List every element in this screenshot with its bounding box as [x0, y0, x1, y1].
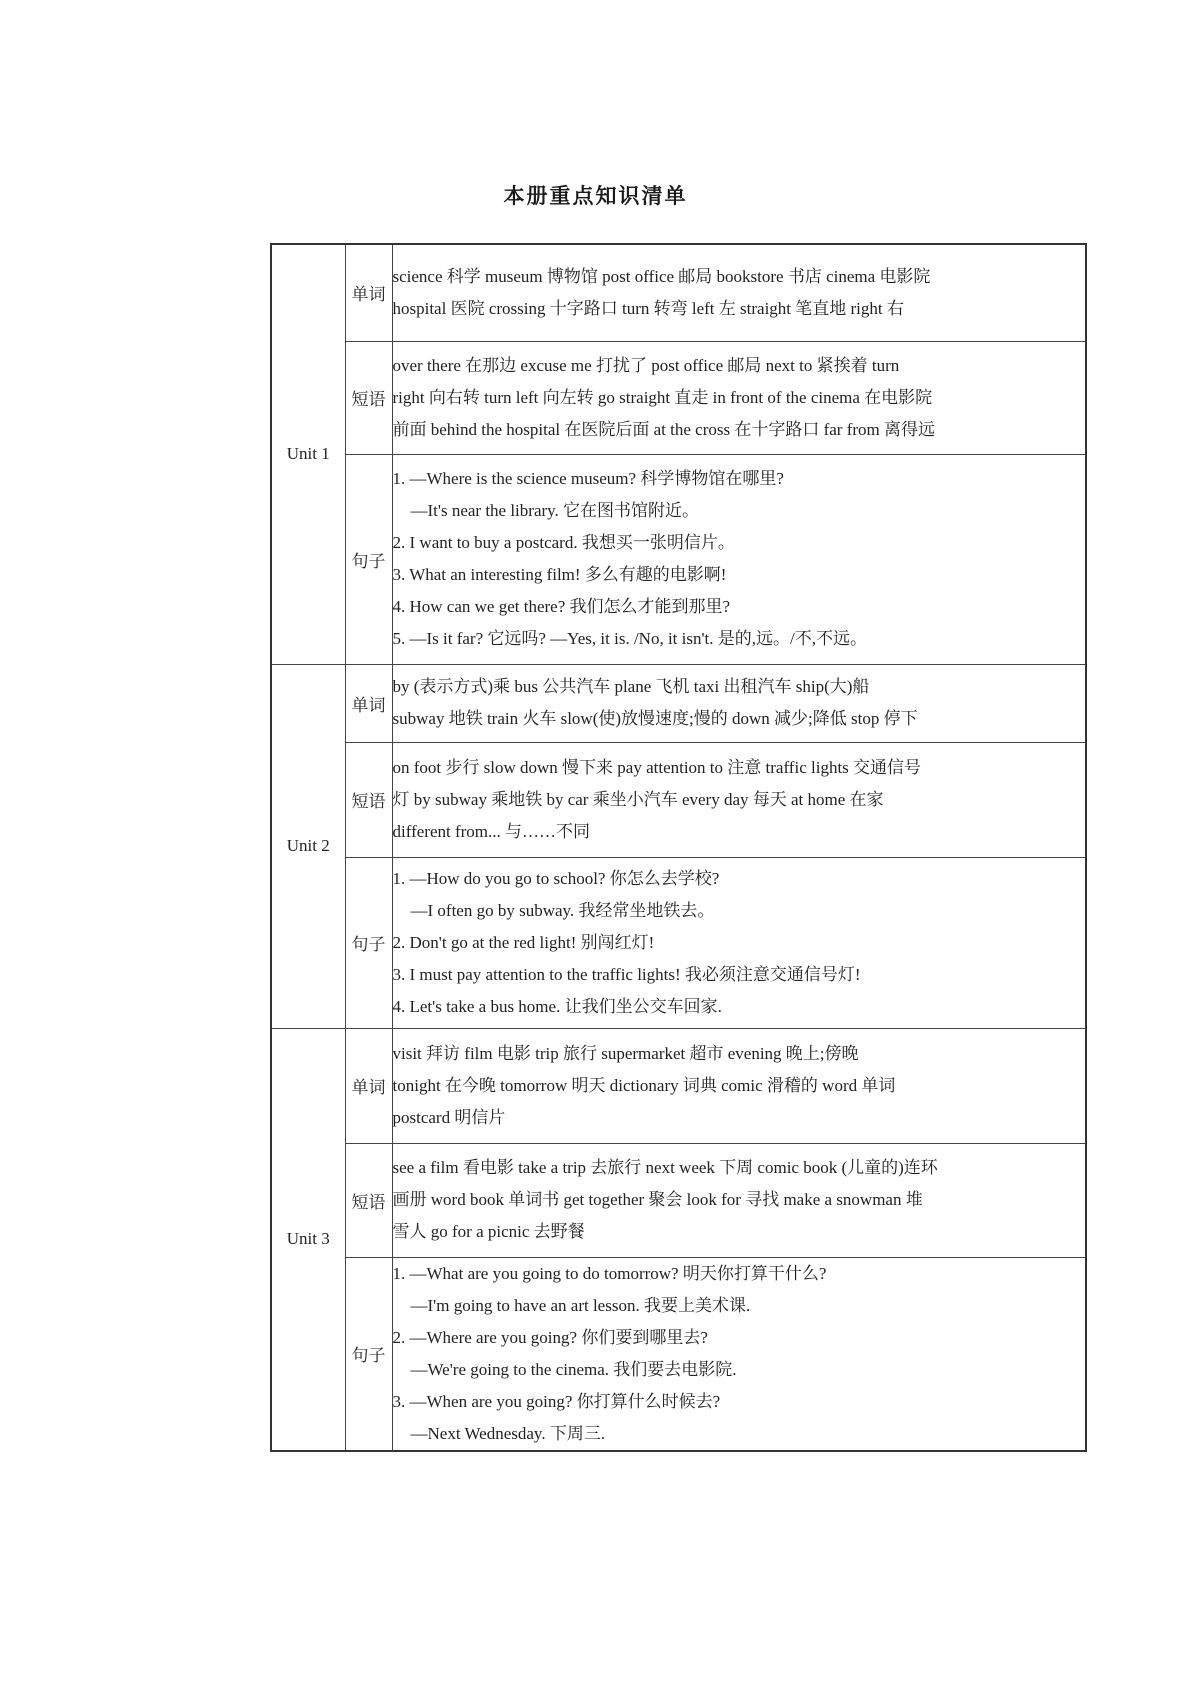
- sentence-line: 1. —What are you going to do tomorrow? 明天你打算干什么?: [392, 1263, 827, 1283]
- category-words: 单词: [345, 664, 392, 742]
- sentence-line: 2. I want to buy a postcard. 我想买一张明信片。: [392, 533, 735, 552]
- text-line: different from... 与……不同: [392, 821, 591, 841]
- category-words: 单词: [345, 1028, 392, 1143]
- category-sentences: 句子: [345, 454, 392, 664]
- sentence-line: 4. Let's take a bus home. 让我们坐公交车回家.: [392, 996, 722, 1016]
- text-line: 灯 by subway 乘地铁 by car 乘坐小汽车 every day 每天 at home 在家: [392, 789, 884, 809]
- unit1-words-row: [271, 244, 1086, 341]
- text-line: subway 地铁 train 火车 slow(使)放慢速度;慢的 down 减少;降低 stop 停下: [392, 709, 918, 728]
- sentence-line: —I often go by subway. 我经常坐地铁去。: [410, 900, 715, 920]
- sentence-line: 1. —Where is the science museum? 科学博物馆在哪里?: [392, 469, 784, 488]
- category-words: 单词: [345, 244, 392, 341]
- unit3-phrases-row: [271, 1143, 1086, 1257]
- unit3-sentences-row: [271, 1257, 1086, 1451]
- category-phrases: 短语: [345, 341, 392, 454]
- unit1-sentences: [392, 454, 1086, 664]
- sentence-line: 3. —When are you going? 你打算什么时候去?: [392, 1391, 721, 1411]
- unit2-words: [392, 664, 1086, 742]
- unit2-sentences: [392, 857, 1086, 1028]
- unit2-sentences-row: [271, 857, 1086, 1028]
- unit1-phrases: [392, 341, 1086, 454]
- category-phrases: 短语: [345, 1143, 392, 1257]
- text-line: visit 拜访 film 电影 trip 旅行 supermarket 超市 evening 晚上;傍晚: [392, 1043, 859, 1063]
- sentence-line: —Next Wednesday. 下周三.: [410, 1423, 606, 1443]
- text-line: by (表示方式)乘 bus 公共汽车 plane 飞机 taxi 出租汽车 ship(大)船: [392, 677, 870, 696]
- unit3-words: [392, 1028, 1086, 1143]
- text-line: 画册 word book 单词书 get together 聚会 look for 寻找 make a snowman 堆: [392, 1190, 923, 1209]
- text-line: 前面 behind the hospital 在医院后面 at the cross 在十字路口 far from 离得远: [392, 419, 936, 439]
- text-line: 雪人 go for a picnic 去野餐: [392, 1222, 585, 1241]
- text-line: hospital 医院 crossing 十字路口 turn 转弯 left 左 straight 笔直地 right 右: [392, 298, 904, 318]
- sentence-line: —I'm going to have an art lesson. 我要上美术课.: [410, 1295, 751, 1315]
- text-line: on foot 步行 slow down 慢下来 pay attention to 注意 traffic lights 交通信号: [392, 757, 922, 777]
- category-sentences: 句子: [345, 1257, 392, 1451]
- category-sentences: 句子: [345, 857, 392, 1028]
- sentence-line: 3. I must pay attention to the traffic lights! 我必须注意交通信号灯!: [392, 964, 861, 984]
- unit2-phrases: [392, 742, 1086, 857]
- unit1-phrases-row: [271, 341, 1086, 454]
- sentence-line: 2. —Where are you going? 你们要到哪里去?: [392, 1327, 708, 1347]
- knowledge-table: [270, 243, 1087, 1452]
- page-title: 本册重点知识清单: [503, 184, 688, 208]
- sentence-line: 3. What an interesting film! 多么有趣的电影啊!: [392, 565, 727, 584]
- unit2-phrases-row: [271, 742, 1086, 857]
- text-line: right 向右转 turn left 向左转 go straight 直走 in front of the cinema 在电影院: [392, 387, 933, 407]
- text-line: tonight 在今晚 tomorrow 明天 dictionary 词典 comic 滑稽的 word 单词: [392, 1075, 896, 1095]
- unit1-sentences-row: [271, 454, 1086, 664]
- sentence-line: —We're going to the cinema. 我们要去电影院.: [410, 1359, 737, 1379]
- unit3-sentences: [392, 1257, 1086, 1451]
- unit-label: Unit 2: [271, 664, 345, 1028]
- text-line: see a film 看电影 take a trip 去旅行 next week 下周 comic book (儿童的)连环: [392, 1158, 938, 1177]
- sentence-line: 2. Don't go at the red light! 别闯红灯!: [392, 932, 655, 952]
- sentence-line: —It's near the library. 它在图书馆附近。: [410, 501, 700, 520]
- unit-label: Unit 1: [271, 244, 345, 664]
- unit1-words: [392, 244, 1086, 341]
- sentence-line: 4. How can we get there? 我们怎么才能到那里?: [392, 597, 731, 616]
- unit3-words-row: [271, 1028, 1086, 1143]
- unit-label: Unit 3: [271, 1028, 345, 1451]
- sentence-line: 5. —Is it far? 它远吗? —Yes, it is. /No, it isn't. 是的,远。/不,不远。: [392, 629, 867, 648]
- unit3-phrases: [392, 1143, 1086, 1257]
- text-line: over there 在那边 excuse me 打扰了 post office 邮局 next to 紧挨着 turn: [392, 355, 900, 375]
- sentence-line: 1. —How do you go to school? 你怎么去学校?: [392, 868, 720, 888]
- category-phrases: 短语: [345, 742, 392, 857]
- unit2-words-row: [271, 664, 1086, 742]
- text-line: science 科学 museum 博物馆 post office 邮局 bookstore 书店 cinema 电影院: [392, 266, 931, 286]
- text-line: postcard 明信片: [392, 1107, 506, 1127]
